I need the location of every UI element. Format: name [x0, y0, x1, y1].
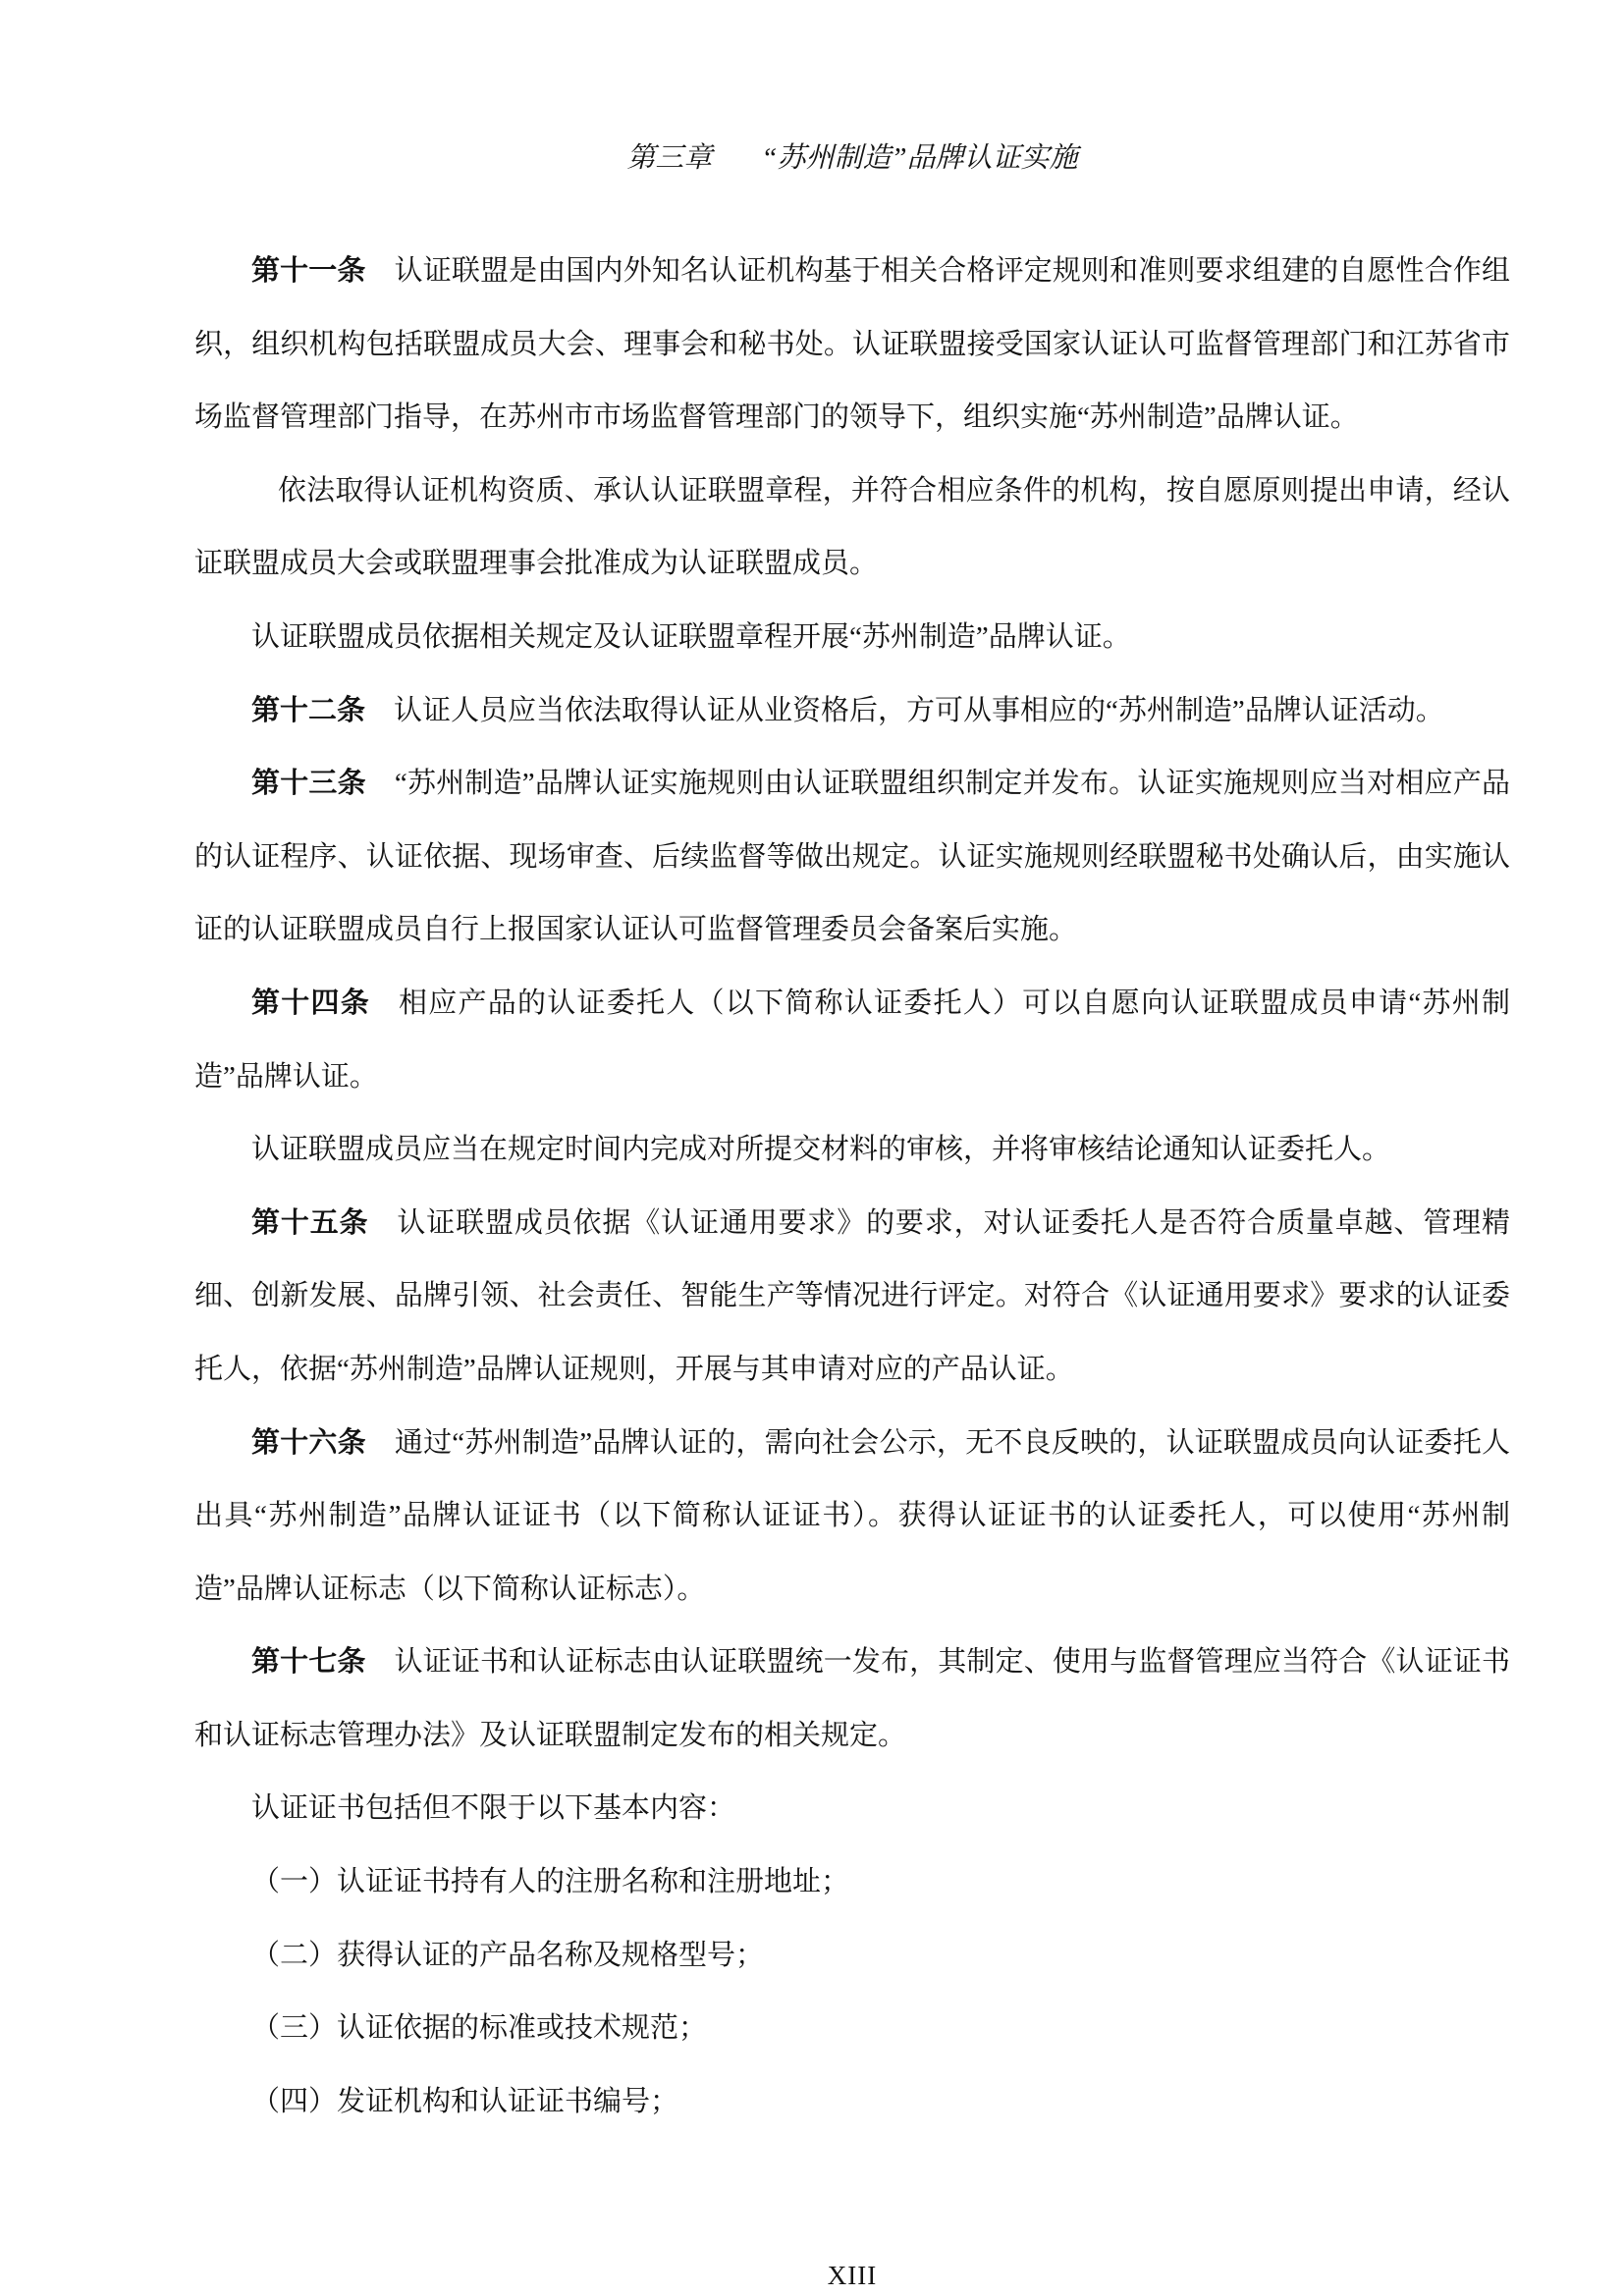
article-17-text: 认证证书和认证标志由认证联盟统一发布，其制定、使用与监督管理应当符合《认证证书和认证标志管理办法》及认证联盟制定发布的相关规定。	[194, 1646, 1510, 1751]
page-number: XIII	[827, 2261, 878, 2290]
article-12-text: 认证人员应当依法取得认证从业资格后，方可从事相应的“苏州制造”品牌认证活动。	[394, 694, 1444, 726]
list-item-1: （一）认证证书持有人的注册名称和注册地址；	[251, 1866, 850, 1898]
article-12-label: 第十二条	[251, 694, 366, 726]
chapter-number: 第三章	[626, 142, 713, 174]
article-11-label: 第十一条	[251, 255, 366, 287]
list-item-2: （二）获得认证的产品名称及规格型号；	[251, 1939, 765, 1971]
article-14-label: 第十四条	[251, 987, 370, 1019]
para-article-17	[194, 1626, 1510, 1772]
article-17-label: 第十七条	[251, 1646, 366, 1679]
article-11-text: 认证联盟是由国内外知名认证机构基于相关合格评定规则和准则要求组建的自愿性合作组织，组织机构包括联盟成员大会、理事会和秘书处。认证联盟接受国家认证认可监督管理部门和江苏省市场监督管理部门指导，在苏州市市场监督管理部门的领导下，组织实施“苏州制造”品牌认证。	[194, 255, 1510, 434]
para-review-deadline: 认证联盟成员应当在规定时间内完成对所提交材料的审核，并将审核结论通知认证委托人。	[251, 1134, 1391, 1166]
list-item-4: （四）发证机构和认证证书编号；	[251, 2085, 679, 2117]
chapter-heading	[194, 135, 1510, 176]
document-body	[194, 235, 1510, 2138]
para-article-15	[194, 1187, 1510, 1407]
para-article-14	[194, 967, 1510, 1113]
para-article-16	[194, 1407, 1510, 1627]
article-14-text: 相应产品的认证委托人（以下简称认证委托人）可以自愿向认证联盟成员申请“苏州制造”品牌认证。	[194, 987, 1510, 1093]
article-13-label: 第十三条	[251, 768, 366, 800]
article-16-text: 通过“苏州制造”品牌认证的，需向社会公示，无不良反映的，认证联盟成员向认证委托人出具“苏州制造”品牌认证证书（以下简称认证证书）。获得认证证书的认证委托人，可以使用“苏州制造”品牌认证标志（以下简称认证标志）。	[194, 1426, 1510, 1605]
article-16-label: 第十六条	[251, 1426, 366, 1459]
para-membership-application: 依法取得认证机构资质、承认认证联盟章程，并符合相应条件的机构，按自愿原则提出申请，经认证联盟成员大会或联盟理事会批准成为认证联盟成员。	[194, 474, 1510, 580]
para-member-scope: 认证联盟成员依据相关规定及认证联盟章程开展“苏州制造”品牌认证。	[251, 620, 1131, 653]
article-15-text: 认证联盟成员依据《认证通用要求》的要求，对认证委托人是否符合质量卓越、管理精细、创新发展、品牌引领、社会责任、智能生产等情况进行评定。对符合《认证通用要求》要求的认证委托人，依据“苏州制造”品牌认证规则，开展与其申请对应的产品认证。	[194, 1206, 1510, 1385]
article-15-label: 第十五条	[251, 1206, 369, 1239]
chapter-title: “苏州制造”品牌认证实施	[761, 142, 1078, 174]
list-item-3: （三）认证依据的标准或技术规范；	[251, 2012, 708, 2045]
para-certificate-contents-intro: 认证证书包括但不限于以下基本内容：	[251, 1792, 736, 1825]
article-13-text: “苏州制造”品牌认证实施规则由认证联盟组织制定并发布。认证实施规则应当对相应产品的认证程序、认证依据、现场审查、后续监督等做出规定。认证实施规则经联盟秘书处确认后，由实施认证的认证联盟成员自行上报国家认证认可监督管理委员会备案后实施。	[194, 768, 1510, 946]
para-article-12	[194, 674, 1510, 748]
para-article-13	[194, 747, 1510, 967]
para-article-11	[194, 235, 1510, 454]
